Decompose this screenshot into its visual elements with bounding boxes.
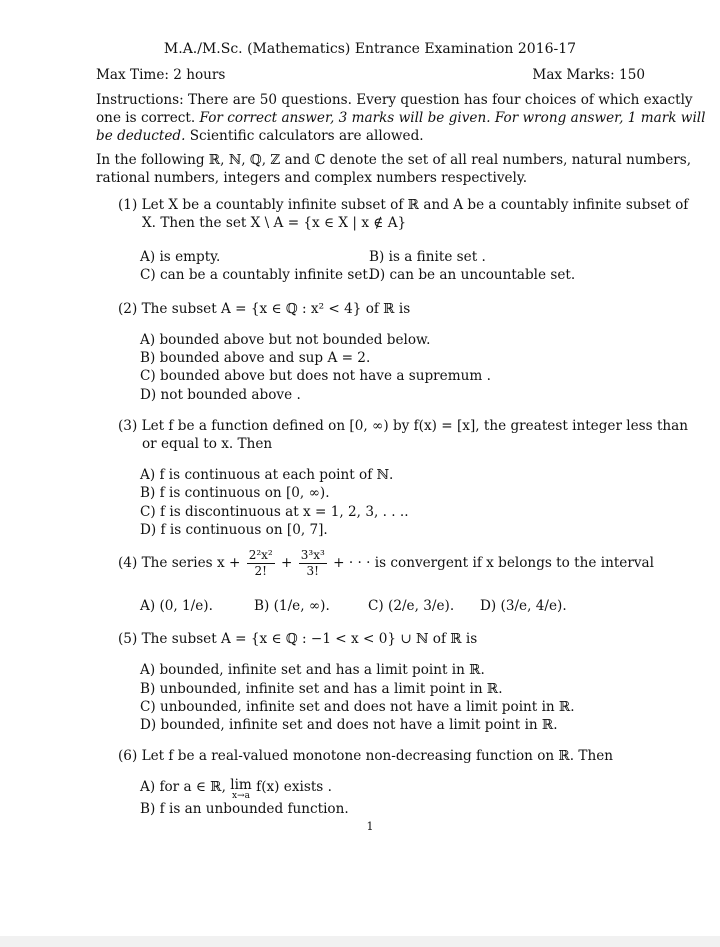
question-6-option-a-suffix: f(x) exists . — [256, 779, 332, 795]
fraction-1-numerator: 2²x² — [248, 548, 273, 562]
question-6-option-a-prefix: A) for a ∈ ℝ, — [140, 779, 226, 795]
max-time: Max Time: 2 hours — [96, 67, 226, 83]
notation-line-1: In the following ℝ, ℕ, ℚ, ℤ and ℂ denote the set of all real numbers, natural numbers, — [96, 152, 692, 168]
question-6-option-b: B) f is an unbounded function. — [140, 801, 349, 817]
question-1-option-d: D) can be an uncountable set. — [369, 267, 576, 283]
question-4-line-1 — [118, 548, 654, 579]
max-marks: Max Marks: 150 — [532, 67, 645, 83]
question-4-option-d: D) (3/e, 4/e). — [480, 598, 567, 614]
question-6-option-a — [140, 778, 332, 801]
question-4-option-c: C) (2/e, 3/e). — [368, 598, 455, 614]
question-2-option-b: B) bounded above and sup A = 2. — [140, 350, 371, 366]
question-1-option-b: B) is a finite set . — [369, 249, 486, 265]
question-2-option-d: D) not bounded above . — [140, 387, 301, 403]
question-5-option-b: B) unbounded, infinite set and has a limit point in ℝ. — [140, 681, 503, 697]
instructions-marking-scheme: For correct answer, 3 marks will be given. For wrong answer, 1 mark will — [199, 110, 706, 126]
instructions-line-3 — [96, 127, 424, 146]
limit-text: lim — [230, 777, 252, 793]
page-bottom-edge — [0, 936, 720, 947]
instructions-text: one is correct. — [96, 110, 200, 126]
question-5-line-1: (5) The subset A = {x ∈ ℚ : −1 < x < 0} ∪ ℕ of ℝ is — [118, 631, 478, 647]
question-1-option-c: C) can be a countably infinite set. — [140, 267, 373, 283]
question-2-option-a: A) bounded above but not bounded below. — [140, 332, 431, 348]
instructions-line-2 — [96, 109, 706, 128]
instructions-calculators: Scientific calculators are allowed. — [185, 128, 424, 144]
question-5-option-d: D) bounded, infinite set and does not have a limit point in ℝ. — [140, 717, 558, 733]
question-3-option-c: C) f is discontinuous at x = 1, 2, 3, . . .. — [140, 504, 409, 520]
question-2-option-c: C) bounded above but does not have a supremum . — [140, 368, 491, 384]
notation-line-2: rational numbers, integers and complex numbers respectively. — [96, 170, 528, 186]
exam-title: M.A./M.Sc. (Mathematics) Entrance Examination 2016-17 — [163, 41, 577, 57]
question-1-line-1: (1) Let X be a countably infinite subset of ℝ and A be a countably infinite subset of — [118, 197, 689, 213]
question-2-line-1: (2) The subset A = {x ∈ ℚ : x² < 4} of ℝ is — [118, 301, 411, 317]
question-6-line-1: (6) Let f be a real-valued monotone non-decreasing function on ℝ. Then — [118, 748, 614, 764]
instructions-deduction: be deducted. — [96, 128, 186, 144]
page-number: 1 — [366, 820, 374, 833]
question-5-option-c: C) unbounded, infinite set and does not have a limit point in ℝ. — [140, 699, 575, 715]
question-3-option-d: D) f is continuous on [0, 7]. — [140, 522, 328, 538]
question-3-option-b: B) f is continuous on [0, ∞). — [140, 485, 330, 501]
question-4-plus: + — [281, 555, 293, 571]
limit-subscript: x→a — [232, 791, 251, 801]
question-3-option-a: A) f is continuous at each point of ℕ. — [140, 467, 394, 483]
question-4-fraction-1 — [247, 548, 275, 579]
fraction-2-denominator: 3! — [306, 564, 320, 578]
question-4-option-b: B) (1/e, ∞). — [254, 598, 330, 614]
question-4-suffix: + · · · is convergent if x belongs to the interval — [333, 555, 654, 571]
question-3-line-2: or equal to x. Then — [142, 436, 273, 452]
limit-operator — [230, 778, 252, 801]
question-1-option-a: A) is empty. — [140, 249, 221, 265]
instructions-line-1: Instructions: There are 50 questions. Every question has four choices of which exactly — [96, 92, 693, 108]
question-4-prefix: (4) The series x + — [118, 555, 241, 571]
fraction-1-denominator: 2! — [254, 564, 267, 578]
question-3-line-1: (3) Let f be a function defined on [0, ∞) by f(x) = [x], the greatest integer less than — [118, 418, 689, 434]
question-4-fraction-2 — [299, 548, 327, 579]
question-4-option-a: A) (0, 1/e). — [140, 598, 213, 614]
question-5-option-a: A) bounded, infinite set and has a limit point in ℝ. — [140, 662, 485, 678]
fraction-2-numerator: 3³x³ — [300, 548, 325, 562]
question-1-line-2: X. Then the set X \ A = {x ∈ X | x ∉ A} — [142, 215, 407, 231]
